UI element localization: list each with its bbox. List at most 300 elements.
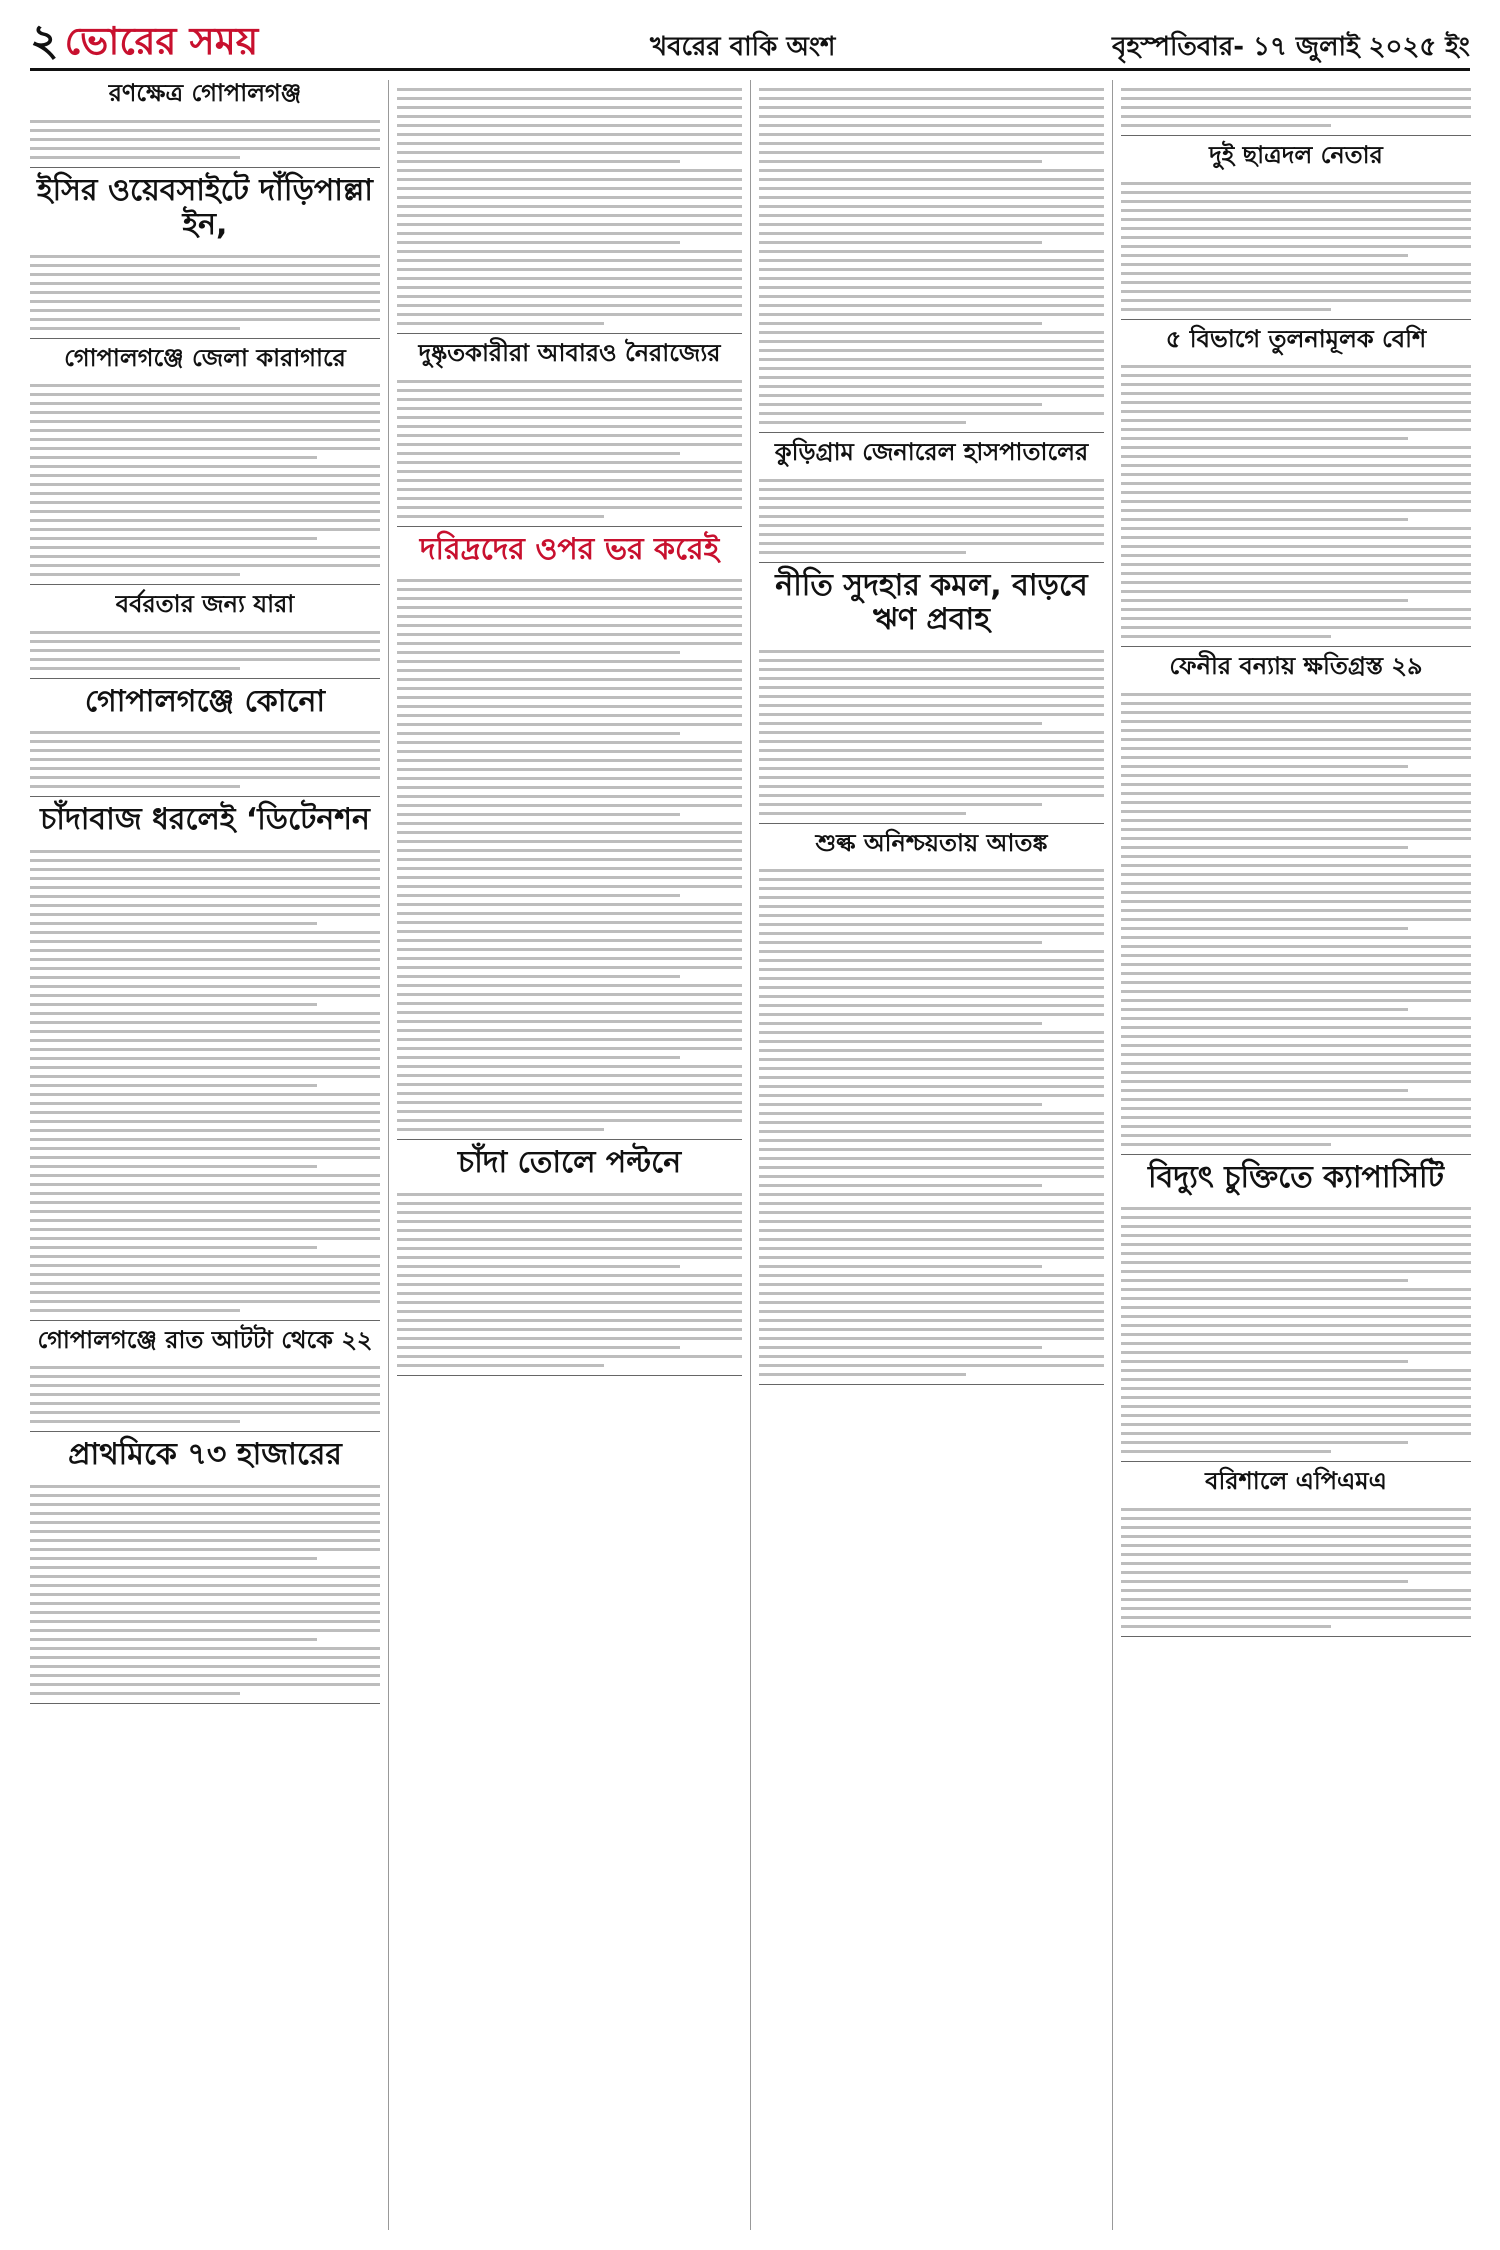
article-headline[interactable]: দুষ্কৃতকারীরা আবারও নৈরাজ্যের xyxy=(418,339,721,367)
text-line xyxy=(1121,1432,1471,1435)
text-line xyxy=(1121,446,1471,449)
article-body-text xyxy=(30,842,380,1320)
article-headline[interactable]: গোপালগঞ্জে জেলা কারাগারে xyxy=(64,343,346,372)
text-line xyxy=(759,950,1104,953)
text-line xyxy=(1121,1017,1471,1020)
article-body-text xyxy=(397,372,742,526)
text-line xyxy=(30,264,380,267)
column-2 xyxy=(388,80,742,2230)
column-1 xyxy=(30,80,380,2230)
text-line xyxy=(1121,1089,1408,1092)
text-line xyxy=(397,1337,742,1340)
text-line xyxy=(397,705,742,708)
text-line xyxy=(1121,1134,1471,1137)
text-line xyxy=(1121,720,1471,723)
column-4 xyxy=(1112,80,1471,2230)
article-headline[interactable]: নীতি সুদহার কমল, বাড়বে ঋণ প্রবাহ xyxy=(775,567,1088,638)
text-line xyxy=(759,959,1104,962)
text-line xyxy=(397,633,742,636)
article-headline[interactable]: গোপালগঞ্জে রাত আটটা থেকে ২২ xyxy=(37,1325,373,1354)
text-line xyxy=(30,785,240,788)
text-line xyxy=(1121,1216,1471,1219)
text-line xyxy=(30,393,380,396)
text-line xyxy=(759,358,1104,361)
text-line xyxy=(30,1647,380,1650)
text-line xyxy=(1121,1598,1471,1601)
text-line xyxy=(397,822,742,825)
article-headline[interactable]: ৫ বিভাগে তুলনামূলক বেশি xyxy=(1165,324,1427,353)
text-line xyxy=(397,470,742,473)
article-headline[interactable]: দুই ছাত্রদল নেতার xyxy=(1209,141,1383,169)
text-line xyxy=(30,147,380,150)
text-line xyxy=(30,1093,380,1096)
article-body-text xyxy=(1121,1199,1471,1461)
text-line xyxy=(397,1346,680,1349)
text-line xyxy=(30,895,380,898)
text-line xyxy=(30,384,380,387)
text-line xyxy=(759,1265,1042,1268)
article-headline[interactable]: চাঁদা তোলে পল্টনে xyxy=(457,1145,682,1181)
text-line xyxy=(759,1346,1042,1349)
article xyxy=(30,685,380,798)
article-headline[interactable]: বিদ্যুৎ চুক্তিতে ক্যাপাসিটি xyxy=(1148,1159,1444,1195)
text-line xyxy=(397,984,742,987)
article-body-text xyxy=(397,80,742,333)
article-headline[interactable]: গোপালগঞ্জে কোনো xyxy=(84,683,326,719)
text-line xyxy=(1121,1360,1408,1363)
text-line xyxy=(759,659,1104,662)
text-line xyxy=(30,1075,380,1078)
text-line xyxy=(397,615,742,618)
text-line xyxy=(397,723,742,726)
text-line xyxy=(1121,1225,1471,1228)
text-line xyxy=(1121,819,1471,822)
text-line xyxy=(759,869,1104,872)
column-3 xyxy=(750,80,1104,2230)
text-line xyxy=(1121,88,1471,91)
text-line xyxy=(759,1139,1104,1142)
text-line xyxy=(759,1283,1104,1286)
text-line xyxy=(397,849,742,852)
text-line xyxy=(1121,536,1471,539)
text-line xyxy=(1121,1508,1471,1511)
text-line xyxy=(759,385,1104,388)
text-line xyxy=(1121,837,1471,840)
text-line xyxy=(759,394,1104,397)
text-line xyxy=(30,1683,380,1686)
text-line xyxy=(397,1310,742,1313)
text-line xyxy=(759,1103,1042,1106)
article xyxy=(759,830,1104,1386)
text-line xyxy=(1121,783,1471,786)
text-line xyxy=(397,434,742,437)
text-line xyxy=(1121,1297,1471,1300)
text-line xyxy=(30,1309,240,1312)
text-line xyxy=(759,488,1104,491)
text-line xyxy=(759,497,1104,500)
text-line xyxy=(397,1092,742,1095)
text-line xyxy=(30,411,380,414)
text-line xyxy=(397,425,742,428)
text-line xyxy=(759,731,1104,734)
article-body-text xyxy=(30,723,380,796)
text-line xyxy=(397,696,742,699)
text-line xyxy=(1121,299,1471,302)
text-line xyxy=(30,546,380,549)
text-line xyxy=(1121,392,1471,395)
text-line xyxy=(30,1593,380,1596)
text-line xyxy=(30,1111,380,1114)
text-line xyxy=(1121,909,1471,912)
text-line xyxy=(397,804,742,807)
text-line xyxy=(1121,500,1471,503)
text-line xyxy=(397,1193,742,1196)
text-line xyxy=(30,1210,380,1213)
text-line xyxy=(397,741,742,744)
article-headline[interactable]: ইসির ওয়েবসাইটে দাঁড়িপাল্লা ইন, xyxy=(37,172,373,243)
article-body-text xyxy=(30,376,380,584)
text-line xyxy=(1121,900,1471,903)
text-line xyxy=(1121,1143,1331,1146)
text-line xyxy=(1121,729,1471,732)
text-line xyxy=(759,749,1104,752)
text-line xyxy=(397,993,742,996)
text-line xyxy=(397,948,742,951)
text-line xyxy=(759,932,1104,935)
text-line xyxy=(1121,1351,1471,1354)
paper-name: ভোরের সময় xyxy=(64,19,259,63)
text-line xyxy=(1121,290,1471,293)
text-line xyxy=(1121,1517,1471,1520)
text-line xyxy=(1121,891,1471,894)
text-line xyxy=(759,1301,1104,1304)
text-line xyxy=(759,542,1104,545)
text-line xyxy=(1121,200,1471,203)
text-line xyxy=(1121,635,1331,638)
text-line xyxy=(1121,693,1471,696)
article xyxy=(30,803,380,1321)
article-headline[interactable]: রণক্ষেত্র গোপালগঞ্জ xyxy=(108,80,302,107)
text-line xyxy=(30,1246,317,1249)
text-line xyxy=(30,1102,380,1105)
section-title: খবরের বাকি অংশ xyxy=(650,32,836,62)
article-body-text xyxy=(30,623,380,678)
text-line xyxy=(1121,1544,1471,1547)
text-line xyxy=(1121,1288,1471,1291)
text-line xyxy=(30,940,380,943)
text-line xyxy=(1121,608,1471,611)
text-line xyxy=(759,995,1104,998)
text-line xyxy=(30,776,380,779)
text-line xyxy=(759,250,1104,253)
text-line xyxy=(759,169,1104,172)
text-line xyxy=(759,1157,1104,1160)
article-body-text xyxy=(30,1358,380,1431)
text-line xyxy=(30,1120,380,1123)
text-line xyxy=(1121,281,1471,284)
text-line xyxy=(397,160,680,163)
text-line xyxy=(1121,1279,1408,1282)
text-line xyxy=(1121,509,1471,512)
text-line xyxy=(1121,482,1471,485)
text-line xyxy=(30,309,380,312)
text-line xyxy=(397,642,742,645)
text-line xyxy=(397,831,742,834)
article-body-text xyxy=(1121,174,1471,319)
text-line xyxy=(397,1283,742,1286)
text-line xyxy=(30,483,380,486)
text-line xyxy=(397,732,680,735)
text-line xyxy=(30,1237,380,1240)
text-line xyxy=(397,1065,742,1068)
text-line xyxy=(1121,1324,1471,1327)
text-line xyxy=(759,412,1104,415)
text-line xyxy=(759,1292,1104,1295)
text-line xyxy=(30,640,380,643)
text-line xyxy=(397,678,742,681)
article-headline[interactable]: দরিদ্রদের ওপর ভর করেই xyxy=(419,531,720,567)
text-line xyxy=(30,868,380,871)
article-headline[interactable]: ফেনীর বন্যায় ক্ষতিগ্রস্ত ২৯ xyxy=(1169,652,1423,681)
text-line xyxy=(30,967,380,970)
text-line xyxy=(1121,1607,1471,1610)
text-line xyxy=(1121,1053,1471,1056)
text-line xyxy=(759,968,1104,971)
text-line xyxy=(759,340,1104,343)
article xyxy=(30,345,380,586)
text-line xyxy=(759,421,966,424)
text-line xyxy=(759,1355,1104,1358)
text-line xyxy=(30,1485,380,1488)
text-line xyxy=(30,1003,317,1006)
text-line xyxy=(759,1220,1104,1223)
text-line xyxy=(30,1521,380,1524)
article-headline[interactable]: কুড়িগ্রাম জেনারেল হাসপাতালের xyxy=(774,438,1089,466)
text-line xyxy=(397,687,742,690)
text-line xyxy=(30,273,380,276)
text-line xyxy=(759,160,1042,163)
text-line xyxy=(397,250,742,253)
text-line xyxy=(759,650,1104,653)
text-line xyxy=(759,124,1104,127)
text-line xyxy=(397,975,680,978)
text-line xyxy=(1121,1035,1471,1038)
text-line xyxy=(30,1411,380,1414)
text-line xyxy=(1121,464,1471,467)
text-line xyxy=(397,97,742,100)
text-line xyxy=(1121,1562,1471,1565)
article xyxy=(30,80,380,168)
text-line xyxy=(397,957,742,960)
text-line xyxy=(30,1420,240,1423)
text-line xyxy=(397,1029,742,1032)
text-line xyxy=(759,785,1104,788)
text-line xyxy=(759,704,1104,707)
text-line xyxy=(1121,437,1408,440)
text-line xyxy=(30,1129,380,1132)
text-line xyxy=(397,124,742,127)
text-line xyxy=(759,1193,1104,1196)
text-line xyxy=(1121,765,1408,768)
article-headline[interactable]: চাঁদাবাজ ধরলেই ‘ডিটেনশন xyxy=(40,802,370,838)
article-headline[interactable]: শুল্ক অনিশ্চয়তায় আতঙ্ক xyxy=(815,828,1048,857)
text-line xyxy=(759,1238,1104,1241)
text-line xyxy=(1121,1580,1408,1583)
text-line xyxy=(30,1264,380,1267)
text-line xyxy=(30,1692,240,1695)
article-body-text xyxy=(397,571,742,1139)
text-line xyxy=(30,931,380,934)
text-line xyxy=(397,196,742,199)
text-line xyxy=(30,474,380,477)
text-line xyxy=(1121,365,1471,368)
text-line xyxy=(30,300,380,303)
text-line xyxy=(759,223,1104,226)
article xyxy=(1121,653,1471,1155)
text-line xyxy=(759,313,1104,316)
text-line xyxy=(759,1364,1104,1367)
text-line xyxy=(1121,936,1471,939)
text-line xyxy=(30,402,380,405)
text-line xyxy=(397,1265,680,1268)
text-line xyxy=(397,106,742,109)
article xyxy=(397,1146,742,1376)
text-line xyxy=(759,187,1104,190)
text-line xyxy=(397,1119,742,1122)
text-line xyxy=(1121,1589,1471,1592)
text-line xyxy=(759,178,1104,181)
text-line xyxy=(1121,963,1471,966)
article-body-text xyxy=(759,642,1104,823)
text-line xyxy=(397,286,742,289)
text-line xyxy=(1121,554,1471,557)
text-line xyxy=(759,1031,1104,1034)
text-line xyxy=(397,1301,742,1304)
text-line xyxy=(30,573,240,576)
text-line xyxy=(30,913,380,916)
text-line xyxy=(397,1274,742,1277)
article xyxy=(30,591,380,679)
text-line xyxy=(397,479,742,482)
text-line xyxy=(1121,218,1471,221)
text-line xyxy=(1121,97,1471,100)
article-headline[interactable]: প্রাথমিকে ৭৩ হাজারের xyxy=(68,1437,342,1473)
text-line xyxy=(30,1611,380,1614)
text-line xyxy=(759,506,1104,509)
text-line xyxy=(30,438,380,441)
text-line xyxy=(759,1247,1104,1250)
text-line xyxy=(30,904,380,907)
text-line xyxy=(397,1364,604,1367)
text-line xyxy=(1121,1252,1471,1255)
text-line xyxy=(759,1175,1104,1178)
text-line xyxy=(30,658,380,661)
text-line xyxy=(30,1273,380,1276)
text-line xyxy=(397,669,742,672)
text-line xyxy=(30,1030,380,1033)
text-line xyxy=(397,1110,742,1113)
text-line xyxy=(397,214,742,217)
text-line xyxy=(30,1228,380,1231)
article xyxy=(30,1438,380,1704)
text-line xyxy=(30,976,380,979)
text-line xyxy=(759,1058,1104,1061)
text-line xyxy=(397,795,742,798)
article xyxy=(30,1327,380,1433)
text-line xyxy=(397,268,742,271)
text-line xyxy=(1121,1116,1471,1119)
text-line xyxy=(397,624,742,627)
text-line xyxy=(1121,209,1471,212)
text-line xyxy=(397,1101,742,1104)
text-line xyxy=(30,447,380,450)
article-body-text xyxy=(30,112,380,167)
article-headline[interactable]: বরিশালে এপিএমএ xyxy=(1205,1467,1387,1496)
text-line xyxy=(30,255,380,258)
text-line xyxy=(1121,1450,1331,1453)
text-line xyxy=(397,840,742,843)
text-line xyxy=(30,1638,317,1641)
text-line xyxy=(397,876,742,879)
text-line xyxy=(397,894,680,897)
text-line xyxy=(30,1575,380,1578)
text-line xyxy=(759,1130,1104,1133)
text-line xyxy=(759,923,1104,926)
text-line xyxy=(759,1013,1104,1016)
text-line xyxy=(397,1074,742,1077)
text-line xyxy=(397,1047,742,1050)
text-line xyxy=(30,1192,380,1195)
text-line xyxy=(1121,1625,1331,1628)
text-line xyxy=(30,465,380,468)
text-line xyxy=(1121,1342,1471,1345)
text-line xyxy=(30,519,380,522)
text-line xyxy=(759,1184,1042,1187)
article-body-text xyxy=(1121,685,1471,1154)
text-line xyxy=(759,295,1104,298)
text-line xyxy=(30,1393,380,1396)
article-body-text xyxy=(30,1477,380,1703)
text-line xyxy=(759,767,1104,770)
text-line xyxy=(30,1530,380,1533)
text-line xyxy=(759,1112,1104,1115)
text-line xyxy=(759,1049,1104,1052)
text-line xyxy=(759,259,1104,262)
article-headline[interactable]: বর্বরতার জন্য যারা xyxy=(115,590,295,619)
article-body-text xyxy=(30,247,380,338)
text-line xyxy=(397,579,742,582)
text-line xyxy=(397,930,742,933)
text-line xyxy=(1121,491,1471,494)
article xyxy=(759,569,1104,824)
text-line xyxy=(1121,1026,1471,1029)
text-line xyxy=(759,1310,1104,1313)
text-line xyxy=(397,921,742,924)
text-line xyxy=(30,922,317,925)
text-line xyxy=(397,714,742,717)
text-line xyxy=(397,1355,742,1358)
text-line xyxy=(30,958,380,961)
text-line xyxy=(759,1274,1104,1277)
text-line xyxy=(759,142,1104,145)
text-line xyxy=(1121,927,1408,930)
text-line xyxy=(759,695,1104,698)
text-line xyxy=(397,588,742,591)
text-line xyxy=(397,223,742,226)
text-line xyxy=(1121,1387,1471,1390)
text-line xyxy=(397,322,604,325)
text-line xyxy=(397,232,742,235)
